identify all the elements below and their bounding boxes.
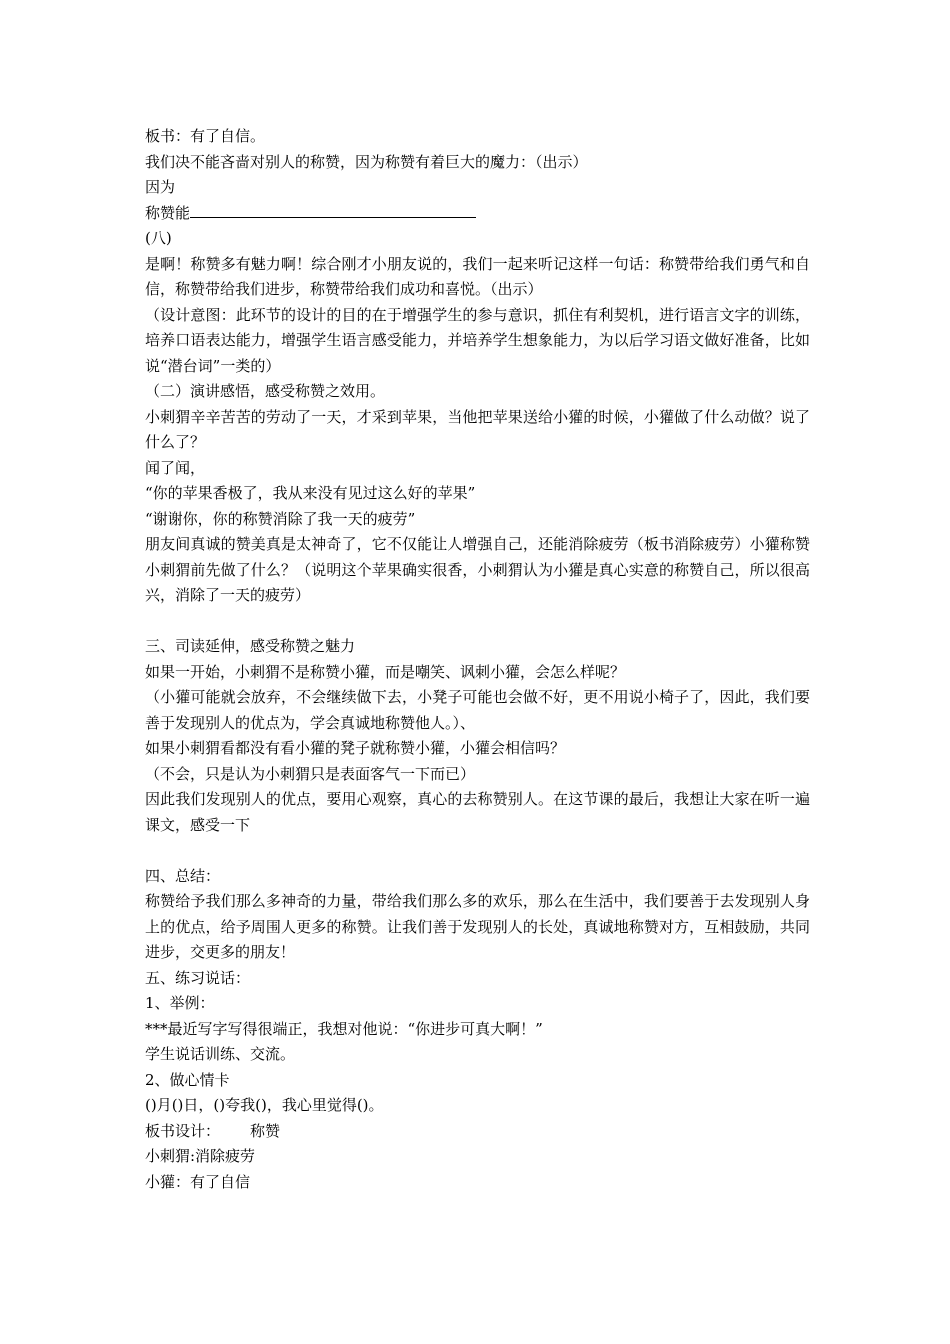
quote-apple-line: “你的苹果香极了，我从来没有见过这么好的苹果” [145,484,476,502]
board-design-line [145,1119,810,1145]
subsection-two-heading: （二）演讲感悟，感受称赞之效用。 [145,382,386,400]
section-eight-heading: (八) [145,229,172,247]
board-badger-line: 小獾：有了自信 [145,1172,251,1191]
hedgehog-question-paragraph: 小刺猬辛辛苦苦的劳动了一天，才采到苹果，当他把苹果送给小獾的时候，小獾做了什么动做？说了什么了？ [145,407,810,451]
believe-question-line: 如果小刺猬看都没有看小獾的凳子就称赞小獾，小獾会相信吗？ [145,739,566,757]
section-five-heading: 五、练习说话： [145,968,251,987]
blank-spacer [145,609,810,635]
fill-in-blank-line [190,203,476,218]
board-design-label: 板书设计： [145,1121,221,1140]
board-design-title: 称赞 [250,1121,281,1140]
because-line: 因为 [145,178,176,196]
observe-sincerely-paragraph: 因此我们发现别人的优点，要用心观察，真心的去称赞别人。在这节课的最后，我想让大家在听一遍课文，感受一下 [145,790,810,834]
conclusion-paragraph: 称赞给予我们那么多神奇的力量，带给我们那么多的欢乐，那么在生活中，我们要善于去发现别人身上的优点，给予周围人更多的称赞。让我们善于发现别人的长处，真诚地称赞对方，互相鼓励，共同进步，交更多的朋友！ [145,892,810,961]
board-hedgehog-line: 小刺猬:消除疲劳 [145,1147,256,1165]
praise-can-line [145,201,810,227]
design-intent-paragraph: （设计意图：此环节的设计的目的在于增强学生的参与意识，抓住有利契机，进行语言文字的训练，培养口语表达能力，增强学生语言感受能力，并培养学生想象能力，为以后学习语文做好准备，比如说“潜台词”一类的） [145,305,810,375]
quote-thanks-line: “谢谢你，你的称赞消除了我一天的疲劳” [145,509,416,528]
smelled-line: 闻了闻， [145,458,206,477]
polite-answer-line: （不会，只是认为小刺猬只是表面客气一下而已） [145,764,476,783]
example-heading: 1、举例： [145,994,215,1012]
praise-can-label: 称赞能 [145,203,191,222]
section-four-heading: 四、总结： [145,866,221,885]
mood-card-template: ()月()日，()夸我()，我心里觉得()。 [145,1096,384,1114]
what-if-question-line: 如果一开始，小刺猬不是称赞小獾，而是嘲笑、讽刺小獾，会怎么样呢？ [145,662,626,681]
badger-give-up-paragraph: （小獾可能就会放弃，不会继续做下去，小凳子可能也会做不好，更不用说小椅子了，因此，我们要善于发现别人的优点为，学会真诚地称赞他人。）、 [145,688,810,732]
friendship-praise-paragraph: 朋友间真诚的赞美真是太神奇了，它不仅能让人增强自己，还能消除疲劳（板书消除疲劳）小獾称赞小刺猬前先做了什么？（说明这个苹果确实很香，小刺猬认为小獾是真心实意的称赞自己，所以很高兴，消除了一天的疲劳） [145,535,810,604]
student-practice-line: 学生说话训练、交流。 [145,1045,296,1063]
document-page [145,124,810,1195]
praise-power-line: 我们决不能吝啬对别人的称赞，因为称赞有着巨大的魔力：（出示） [145,152,588,171]
board-note-confidence: 板书：有了自信。 [145,127,266,145]
summary-paragraph: 是啊！称赞多有魅力啊！综合刚才小朋友说的，我们一起来听记这样一句话：称赞带给我们勇气和自信，称赞带给我们进步，称赞带给我们成功和喜悦。（出示） [145,254,810,298]
mood-card-heading: 2、做心情卡 [145,1070,230,1089]
example-sentence: ***最近写字写得很端正，我想对他说：“你进步可真大啊！” [145,1019,543,1038]
section-three-heading: 三、司读延伸，感受称赞之魅力 [145,637,356,655]
blank-spacer [145,838,810,864]
